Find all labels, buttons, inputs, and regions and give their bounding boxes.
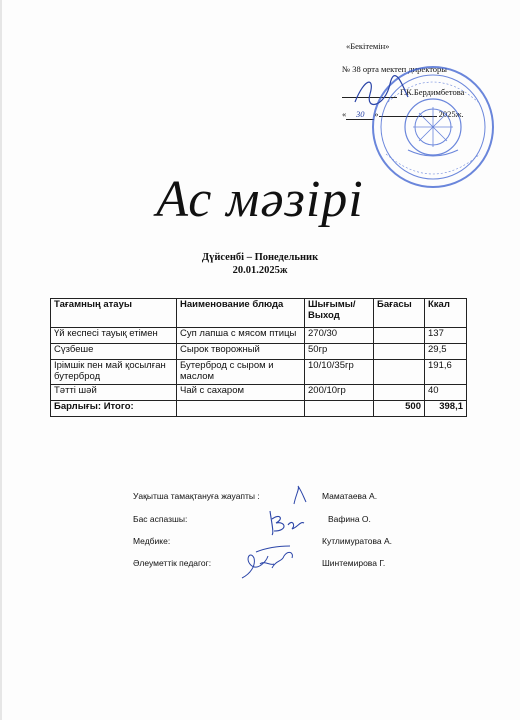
signature-chef-icon bbox=[262, 505, 306, 539]
table-header-row bbox=[51, 299, 467, 328]
total-label: Барлығы: Итого: bbox=[51, 400, 177, 416]
cell-kcal: 40 bbox=[425, 384, 467, 400]
total-empty bbox=[305, 400, 374, 416]
cell-price bbox=[374, 328, 425, 344]
cell-kcal: 29,5 bbox=[425, 344, 467, 360]
table-row bbox=[51, 328, 467, 344]
table-row bbox=[51, 344, 467, 360]
cell-price bbox=[374, 344, 425, 360]
cell-kcal: 137 bbox=[425, 328, 467, 344]
page-title: Ас мәзірі bbox=[156, 171, 364, 228]
cell-kcal: 191,6 bbox=[425, 360, 467, 385]
menu-table bbox=[50, 298, 467, 417]
total-kcal: 398,1 bbox=[425, 400, 467, 416]
staff-role-nurse: Медбике: bbox=[133, 536, 171, 546]
approval-year: 2025ж. bbox=[438, 109, 464, 119]
cell-dish-kz: Сүзбеше bbox=[51, 344, 177, 360]
cell-portion: 10/10/35гр bbox=[305, 360, 374, 385]
approval-date: « 30 » 2025ж. bbox=[342, 109, 464, 119]
total-row bbox=[51, 400, 467, 416]
cell-dish-kz: Ірімшік пен май қосылған бутерброд bbox=[51, 360, 177, 385]
total-price: 500 bbox=[374, 400, 425, 416]
cell-price bbox=[374, 360, 425, 385]
signature-responsible-icon bbox=[282, 484, 312, 506]
header-dish-kz: Тағамның атауы bbox=[51, 299, 177, 328]
staff-role-social-pedagogue: Әлеуметтік педагог: bbox=[133, 558, 212, 568]
total-empty bbox=[177, 400, 305, 416]
table-row bbox=[51, 360, 467, 385]
header-price: Бағасы bbox=[374, 299, 425, 328]
cell-portion: 50гр bbox=[305, 344, 374, 360]
approval-day: 30 bbox=[346, 110, 374, 120]
director-signature-icon bbox=[350, 72, 410, 112]
cell-price bbox=[374, 384, 425, 400]
table-row bbox=[51, 384, 467, 400]
cell-dish-ru: Чай с сахаром bbox=[177, 384, 305, 400]
cell-dish-ru: Суп лапша с мясом птицы bbox=[177, 328, 305, 344]
menu-date: 20.01.2025ж bbox=[232, 265, 288, 276]
cell-dish-ru: Бутерброд с сыром и маслом bbox=[177, 360, 305, 385]
cell-portion: 200/10гр bbox=[305, 384, 374, 400]
page-edge bbox=[0, 0, 2, 720]
staff-name-responsible: Маматаева А. bbox=[322, 491, 378, 501]
approval-director: Г.К.Бердимбетова bbox=[400, 87, 465, 97]
approval-school: № 38 орта мектеп директоры bbox=[342, 64, 448, 74]
cell-dish-kz: Тәтті шәй bbox=[51, 384, 177, 400]
staff-name-nurse: Кутлимуратова А. bbox=[322, 536, 393, 546]
cell-portion: 270/30 bbox=[305, 328, 374, 344]
header-dish-ru: Наименование блюда bbox=[177, 299, 305, 328]
staff-name-chef: Вафина О. bbox=[328, 514, 371, 524]
weekday: Дүйсенбі – Понедельник bbox=[201, 252, 319, 263]
approval-label: «Бекітемін» bbox=[346, 41, 390, 51]
signature-social-pedagogue-icon bbox=[236, 540, 298, 584]
staff-name-social-pedagogue: Шинтемирова Г. bbox=[322, 558, 386, 568]
cell-dish-ru: Сырок творожный bbox=[177, 344, 305, 360]
header-kcal: Ккал bbox=[425, 299, 467, 328]
staff-role-responsible: Уақытша тамақтануға жауапты : bbox=[133, 491, 260, 501]
header-portion: Шығымы/ Выход bbox=[305, 299, 374, 328]
cell-dish-kz: Үй кеспесі тауық етімен bbox=[51, 328, 177, 344]
staff-role-chef: Бас аспазшы: bbox=[133, 514, 188, 524]
